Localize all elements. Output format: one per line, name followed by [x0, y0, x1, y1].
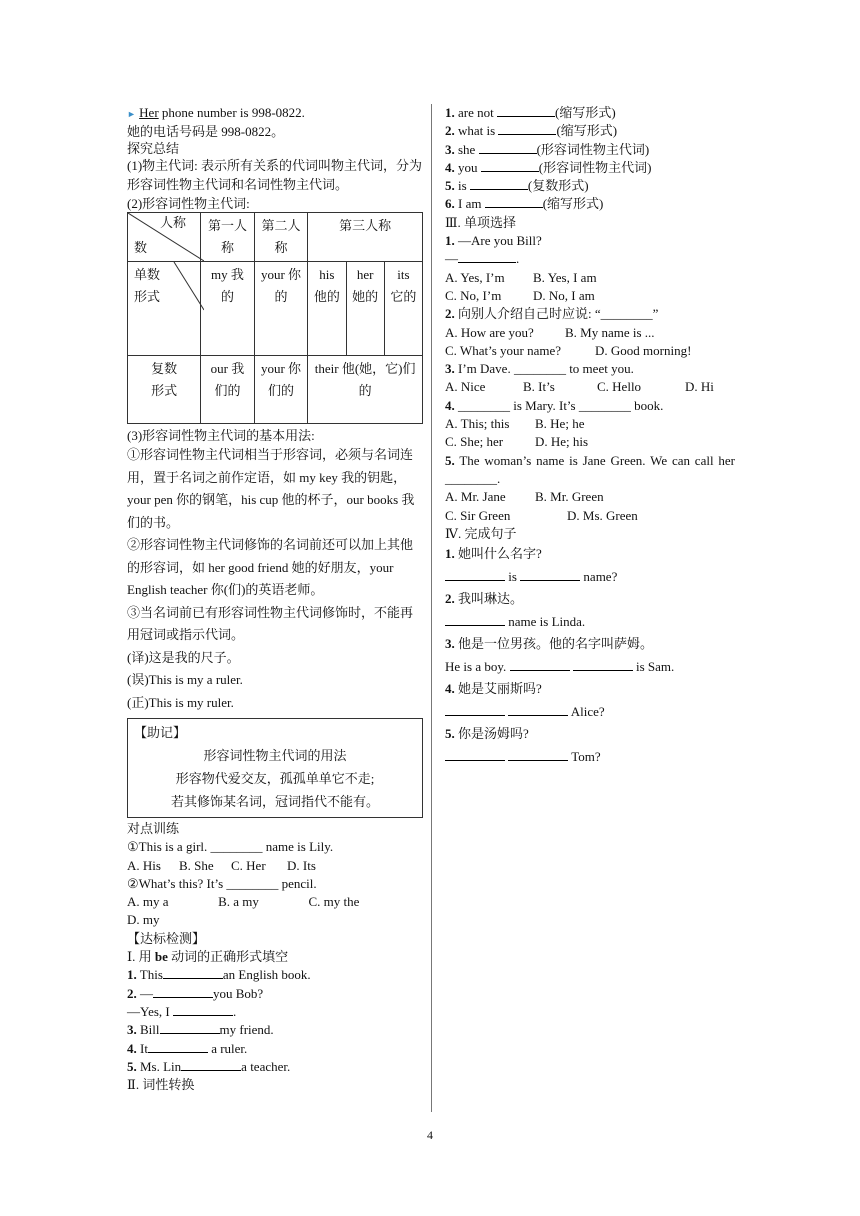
complete-4-prompt: 4. 她是艾丽斯吗? [445, 681, 542, 697]
wrong-example: (误)This is my a ruler. [127, 672, 243, 687]
fill-item: 4. It a ruler. [127, 1040, 248, 1056]
conversion-item: 2. what is (缩写形式) [445, 123, 618, 139]
mc-options: A. This; this B. He; he [445, 416, 585, 432]
answer-blank [445, 703, 505, 716]
cell-your: your 你的 [254, 262, 308, 356]
answer-blank [520, 568, 580, 581]
practice-title: 对点训练 [127, 821, 180, 836]
usage-3: ③当名词前已有形容词性物主代词修饰时，不能再用冠词或指示代词。 [127, 604, 414, 642]
answer-blank [481, 159, 539, 172]
practice-q2-option-d: D. my [127, 912, 160, 928]
complete-2-prompt: 2. 我叫琳达。 [445, 591, 524, 607]
complete-2-answer: name is Linda. [445, 611, 735, 634]
answer-blank [445, 568, 505, 581]
practice-q1-options: A. His B. She C. Her D. Its [127, 857, 316, 873]
mc-options: A. How are you? B. My name is ... [445, 324, 655, 340]
header-second-person: 第二人称 [254, 213, 308, 262]
fill-item: 3. Bill my friend. [127, 1022, 274, 1038]
answer-blank [497, 104, 555, 117]
answer-blank [445, 748, 505, 761]
mc-options: A. Yes, I’m B. Yes, I am [445, 269, 597, 285]
column-divider [431, 104, 432, 1112]
section-2-title: Ⅱ. 词性转换 [127, 1077, 195, 1093]
usage-title: (3)形容词性物主代词的基本用法: [127, 428, 315, 443]
mc-question-1: 1. —Are you Bill? [445, 233, 542, 249]
cell-your-plural: your 你们的 [254, 356, 308, 424]
right-example: (正)This is my ruler. [127, 694, 234, 710]
row-plural: 复数形式 [128, 356, 201, 424]
conversion-item: 6. I am (缩写形式) [445, 196, 604, 212]
section-3-title: Ⅲ. 单项选择 [445, 214, 517, 230]
table-title: (2)形容词性物主代词: [127, 196, 250, 211]
table-corner-cell: 人称 数 [128, 213, 201, 262]
cell-our: our 我们的 [201, 356, 255, 424]
mc-question-4: 4. ________ is Mary. It’s ________ book. [445, 397, 664, 413]
mc-options: C. Sir Green D. Ms. Green [445, 507, 638, 523]
answer-blank [445, 613, 505, 626]
answer-blank [160, 1021, 220, 1034]
header-first-person: 第一人称 [201, 213, 255, 262]
answer-blank [479, 141, 537, 154]
rule-1: (1)物主代词: 表示所有关系的代词叫物主代词，分为形容词性物主代词和名词性物主代词。 [127, 158, 423, 192]
mc-options: C. No, I’m D. No, I am [445, 287, 595, 303]
answer-blank [573, 658, 633, 671]
answer-blank [173, 1003, 233, 1016]
answer-blank [148, 1040, 208, 1053]
page-number: 4 [427, 1128, 433, 1142]
mc-options: C. She; her D. He; his [445, 434, 589, 450]
cell-their: their 他(她，它)们的 [308, 356, 423, 424]
usage-1: ①形容词性物主代词相当于形容词，必须与名词连用，置于名词之前作定语，如 my key 我的钥匙，your pen 你的钢笔，his cup 他的杯子，our books 我们的书。 [127, 447, 415, 530]
memo-title: 【助记】 [134, 725, 187, 740]
left-column [127, 104, 423, 1094]
complete-4-answer: Alice? [445, 701, 735, 724]
fill-item: 1. This an English book. [127, 967, 311, 983]
complete-1-answer: is name? [445, 566, 735, 589]
fill-item: 5. Ms. Lin a teacher. [127, 1058, 291, 1074]
answer-blank [498, 122, 556, 135]
practice-q2: ②What’s this? It’s ________ pencil. [127, 875, 317, 891]
memo-line-3: 若其修饰某名词，冠词指代不能有。 [170, 794, 379, 809]
header-third-person: 第三人称 [308, 213, 423, 262]
answer-blank [458, 250, 516, 263]
practice-q1: ①This is a girl. ________ name is Lily. [127, 839, 334, 855]
fill-item: 2. — you Bob? [127, 985, 264, 1001]
conversion-item: 3. she (形容词性物主代词) [445, 141, 650, 157]
check-title: 【达标检测】 [127, 930, 206, 946]
complete-5-answer: Tom? [445, 746, 735, 769]
memo-line-2: 形容物代爱交友，孤孤单单它不走; [175, 771, 375, 786]
complete-3-answer: He is a boy. is Sam. [445, 658, 675, 674]
memo-line-1: 形容词性物主代词的用法 [203, 748, 347, 763]
section-1-title: Ⅰ. 用 be 动词的正确形式填空 [127, 949, 289, 965]
mc-options: C. What’s your name? D. Good morning! [445, 342, 692, 358]
mc-question-1-answer: — . [445, 251, 520, 267]
mc-options: A. Nice B. It’s C. Hello D. Hi [445, 379, 714, 395]
example-underlined-word: Her [139, 105, 159, 120]
complete-5-prompt: 5. 你是汤姆吗? [445, 726, 529, 742]
mc-question-3: 3. I’m Dave. ________ to meet you. [445, 361, 634, 377]
cell-its: its 它的 [384, 262, 422, 356]
cell-his: his 他的 [308, 262, 346, 356]
answer-blank [163, 966, 223, 979]
answer-blank [485, 195, 543, 208]
complete-1-prompt: 1. 她叫什么名字? [445, 546, 542, 562]
conversion-item: 1. are not (缩写形式) [445, 105, 616, 120]
right-column [445, 104, 735, 768]
cell-her: her 她的 [346, 262, 384, 356]
practice-q2-options: A. my a B. a my C. my the [127, 894, 360, 910]
answer-blank [508, 703, 568, 716]
answer-blank [470, 177, 528, 190]
row-singular: 单数形式 [128, 262, 201, 356]
memo-box [127, 718, 423, 818]
mc-question-5: 5. The woman’s name is Jane Green. We can call her ________. [445, 452, 735, 486]
example-translation: 她的电话号码是 998-0822。 [127, 124, 285, 139]
answer-blank [153, 985, 213, 998]
section-4-title: Ⅳ. 完成句子 [445, 525, 517, 541]
translate-line: (译)这是我的尺子。 [127, 649, 240, 665]
possessive-pronoun-table [127, 212, 423, 424]
answer-blank [508, 748, 568, 761]
complete-3-prompt: 3. 他是一位男孩。他的名字叫萨姆。 [445, 636, 654, 652]
summary-title: 探究总结 [127, 141, 180, 156]
usage-2: ②形容词性物主代词修饰的名词前还可以加上其他的形容词，如 her good friend 她的好朋友，your English teacher 你(们)的英语老师。 [127, 537, 414, 597]
mc-options: A. Mr. Jane B. Mr. Green [445, 489, 604, 505]
example-sentence: ► Her phone number is 998-0822. [127, 105, 305, 120]
answer-blank [510, 658, 570, 671]
conversion-item: 4. you (形容词性物主代词) [445, 159, 652, 175]
conversion-item: 5. is (复数形式) [445, 178, 589, 194]
fill-item: —Yes, I . [127, 1003, 237, 1019]
answer-blank [181, 1058, 241, 1071]
mc-question-2: 2. 向别人介绍自己时应说: “________” [445, 306, 659, 322]
cell-my: my 我的 [201, 262, 255, 356]
